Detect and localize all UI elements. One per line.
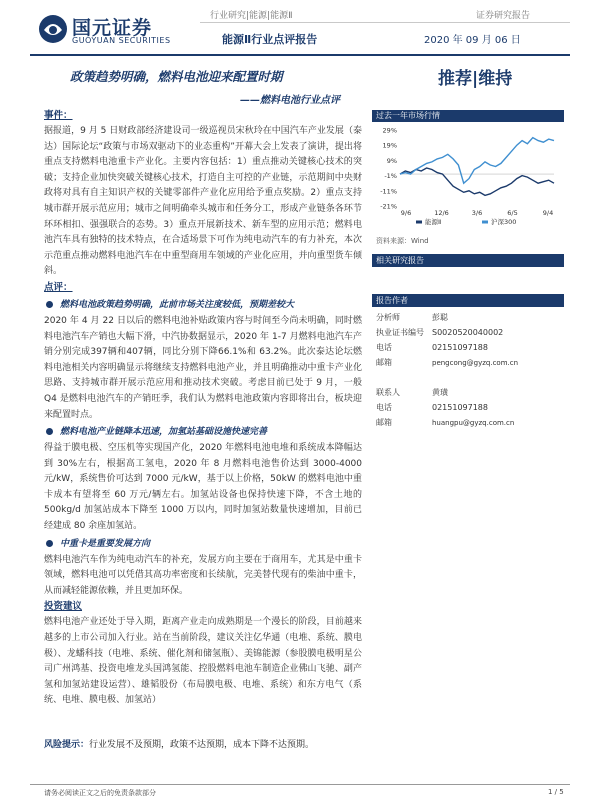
report-body [44, 108, 362, 709]
bullet-icon [46, 428, 53, 435]
event-text: 据报道，9 月 5 日财政部经济建设司一级巡视员宋秋玲在中国汽车产业发展（泰达）国际论坛“政策与市场双驱动下的业态重构”开幕大会上发表了演讲，提出将重点支持燃料电池重卡产业化。主要内容包括：1）重点推动关键核心技术的突破；支持企业加快突破关键核心技术，打造自主可控的产业链，示范期间中央财政将对具有自主知识产权的关键零部件产业化应用给予重点奖励。2）重点支持城市群开展示范应用；城市之间明确牵头城市和任务分工，形成产业链条各环节环环相扣、强强联合的态势。3）重点开展新技术、新车型的应用示范；燃料电池汽车具有独特的技术特点，在合适场景下可作为纯电动汽车的有力补充，本次示范重点推动燃料电池汽车在中重型商用车领域的产业化应用，并向重型货车倾斜。 [44, 126, 362, 277]
event-heading: 事件： [44, 110, 73, 121]
legend-swatch [416, 221, 422, 224]
industry-category: 行业研究|能源|能源Ⅱ [210, 11, 293, 21]
related-header: 相关研究报告 [372, 254, 564, 267]
market-chart [372, 124, 564, 234]
risk-text: 行业发展不及预期，政策不达预期，成本下降不达预期。 [89, 740, 315, 750]
author-row: 分析师 彭聪 [376, 313, 448, 322]
author-table [376, 310, 518, 430]
email-link[interactable]: pengcong@gyzq.com.cn [432, 359, 519, 367]
rating: 推荐|维持 [438, 69, 513, 89]
header-divider [200, 22, 570, 23]
bullet-icon [46, 540, 53, 547]
author-row: 邮箱 pengcong@gyzq.com.cn [376, 358, 519, 367]
author-row: 执业证书编号 S0020520040002 [376, 328, 504, 337]
author-row: 电话 02151097188 [376, 403, 488, 412]
page-number: 1 / 5 [548, 788, 564, 796]
risk-note [44, 737, 374, 750]
x-tick-label: 9/4 [542, 209, 554, 217]
doc-type: 证券研究报告 [476, 11, 531, 21]
y-tick-label: -11% [380, 187, 397, 196]
author-row [376, 370, 518, 385]
risk-heading: 风险提示： [44, 740, 90, 750]
point-text: 得益于膜电极、空压机等实现国产化，2020 年燃料电池电堆和系统成本降幅达到 30%左右，根据高工氢电，2020 年 8 月燃料电池售价达到 3000-4000 元/kW，系统售价可达到 7000 元/kW，基于以上价格，50kW 的燃料电池中重卡成本有望将至 60 万元/辆左右。加氢站设备也保持快速下降，不含土地的 500kg/d 加氢站成本下降至 1000 万以内，同时加氢站数量快速增加，目前已经建成 80 余座加氢站。 [44, 443, 362, 532]
footer-divider [30, 784, 570, 785]
chart-header: 过去一年市场行情 [372, 110, 564, 122]
x-tick-label: 3/6 [471, 209, 483, 217]
legend-label: 能源Ⅱ [425, 218, 442, 226]
logo-mark-icon [38, 14, 68, 44]
authors-header: 报告作者 [372, 294, 564, 307]
point-title: 中重卡是重要发展方向 [44, 535, 362, 553]
logo-text-en: GUOYUAN SECURITIES [72, 36, 171, 45]
legend-label: 沪深300 [491, 218, 517, 226]
x-tick-label: 6/5 [507, 209, 518, 217]
series-line-0 [400, 168, 554, 195]
y-tick-label: 29% [382, 126, 397, 135]
footer-disclaimer: 请务必阅读正文之后的免责条款部分 [44, 789, 156, 797]
advice-heading: 投资建议 [44, 601, 83, 613]
sub-title: ——燃料电池行业点评 [240, 95, 340, 106]
comment-heading: 点评： [44, 281, 73, 293]
legend-swatch [482, 221, 488, 224]
report-title: 能源Ⅱ行业点评报告 [222, 33, 318, 46]
y-tick-label: 9% [386, 156, 397, 165]
author-row: 邮箱 huangpu@gyzq.com.cn [376, 418, 515, 427]
author-row: 联系人 黄璜 [376, 388, 448, 397]
main-title: 政策趋势明确，燃料电池迎来配置时期 [70, 69, 283, 84]
y-tick-label: 19% [382, 141, 397, 150]
x-tick-label: 9/6 [400, 209, 412, 217]
bullet-icon [46, 301, 53, 308]
advice-text: 燃料电池产业还处于导入期，距离产业走向成熟期是一个漫长的阶段，目前越来越多的上市公司加入行业。站在当前阶段，建议关注亿华通（电堆、系统、膜电极）、龙蟠科技（电堆、系统、催化剂和储氢瓶）、美锦能源（参股膜电极明星公司广州鸿基、投资电堆龙头国鸿氢能、控股燃料电池车制造企业佛山飞驰、副产氢和加氢站建设运营）、雄韬股份（布局膜电极、电堆、系统）和东方电气（系统、电堆、膜电极、加氢站） [44, 617, 362, 706]
point-title: 燃料电池政策趋势明确，此前市场关注度较低，预期差较大 [44, 296, 362, 314]
y-tick-label: -21% [380, 202, 397, 211]
author-row: 电话 02151097188 [376, 343, 488, 352]
point-text: 2020 年 4 月 22 日以后的燃料电池补贴政策内容与时间至今尚未明确，同时燃料电池汽车产销也大幅下滑，中汽协数据显示，2020 年 1-7 月燃料电池汽车产销分别完成397辆和407辆，同比分别下降66.1%和 63.2%。此次泰达论坛燃料电池相关内容明确显示将继续支持燃料电池产业，并且明确推动中重卡产业化思路、支持城市群开展示范应用和推动技术突破。考虑目前已处于 9 月，一般 Q4 是燃料电池汽车的产销旺季，我们认为燃料电池政策内容即将出台，板块迎来配置时点。 [44, 315, 362, 420]
point-text: 燃料电池汽车作为纯电动汽车的补充，发展方向主要在于商用车，尤其是中重卡领域，燃料电池可以凭借其高功率密度和长续航，完美替代现有的柴油中重卡，从而减轻能源依赖，并且更加环保。 [44, 554, 362, 596]
x-tick-label: 12/6 [434, 209, 449, 217]
email-link[interactable]: huangpu@gyzq.com.cn [432, 419, 515, 427]
point-title: 燃料电池产业链降本迅速，加氢站基础设施快速完善 [44, 423, 362, 441]
y-tick-label: -1% [384, 172, 397, 181]
logo-text: 国元证券 [72, 17, 153, 39]
series-line-1 [400, 138, 554, 184]
header-rule [30, 54, 570, 56]
chart-source: 资料来源：Wind [376, 237, 429, 245]
report-date: 2020 年 09 月 06 日 [424, 35, 521, 46]
